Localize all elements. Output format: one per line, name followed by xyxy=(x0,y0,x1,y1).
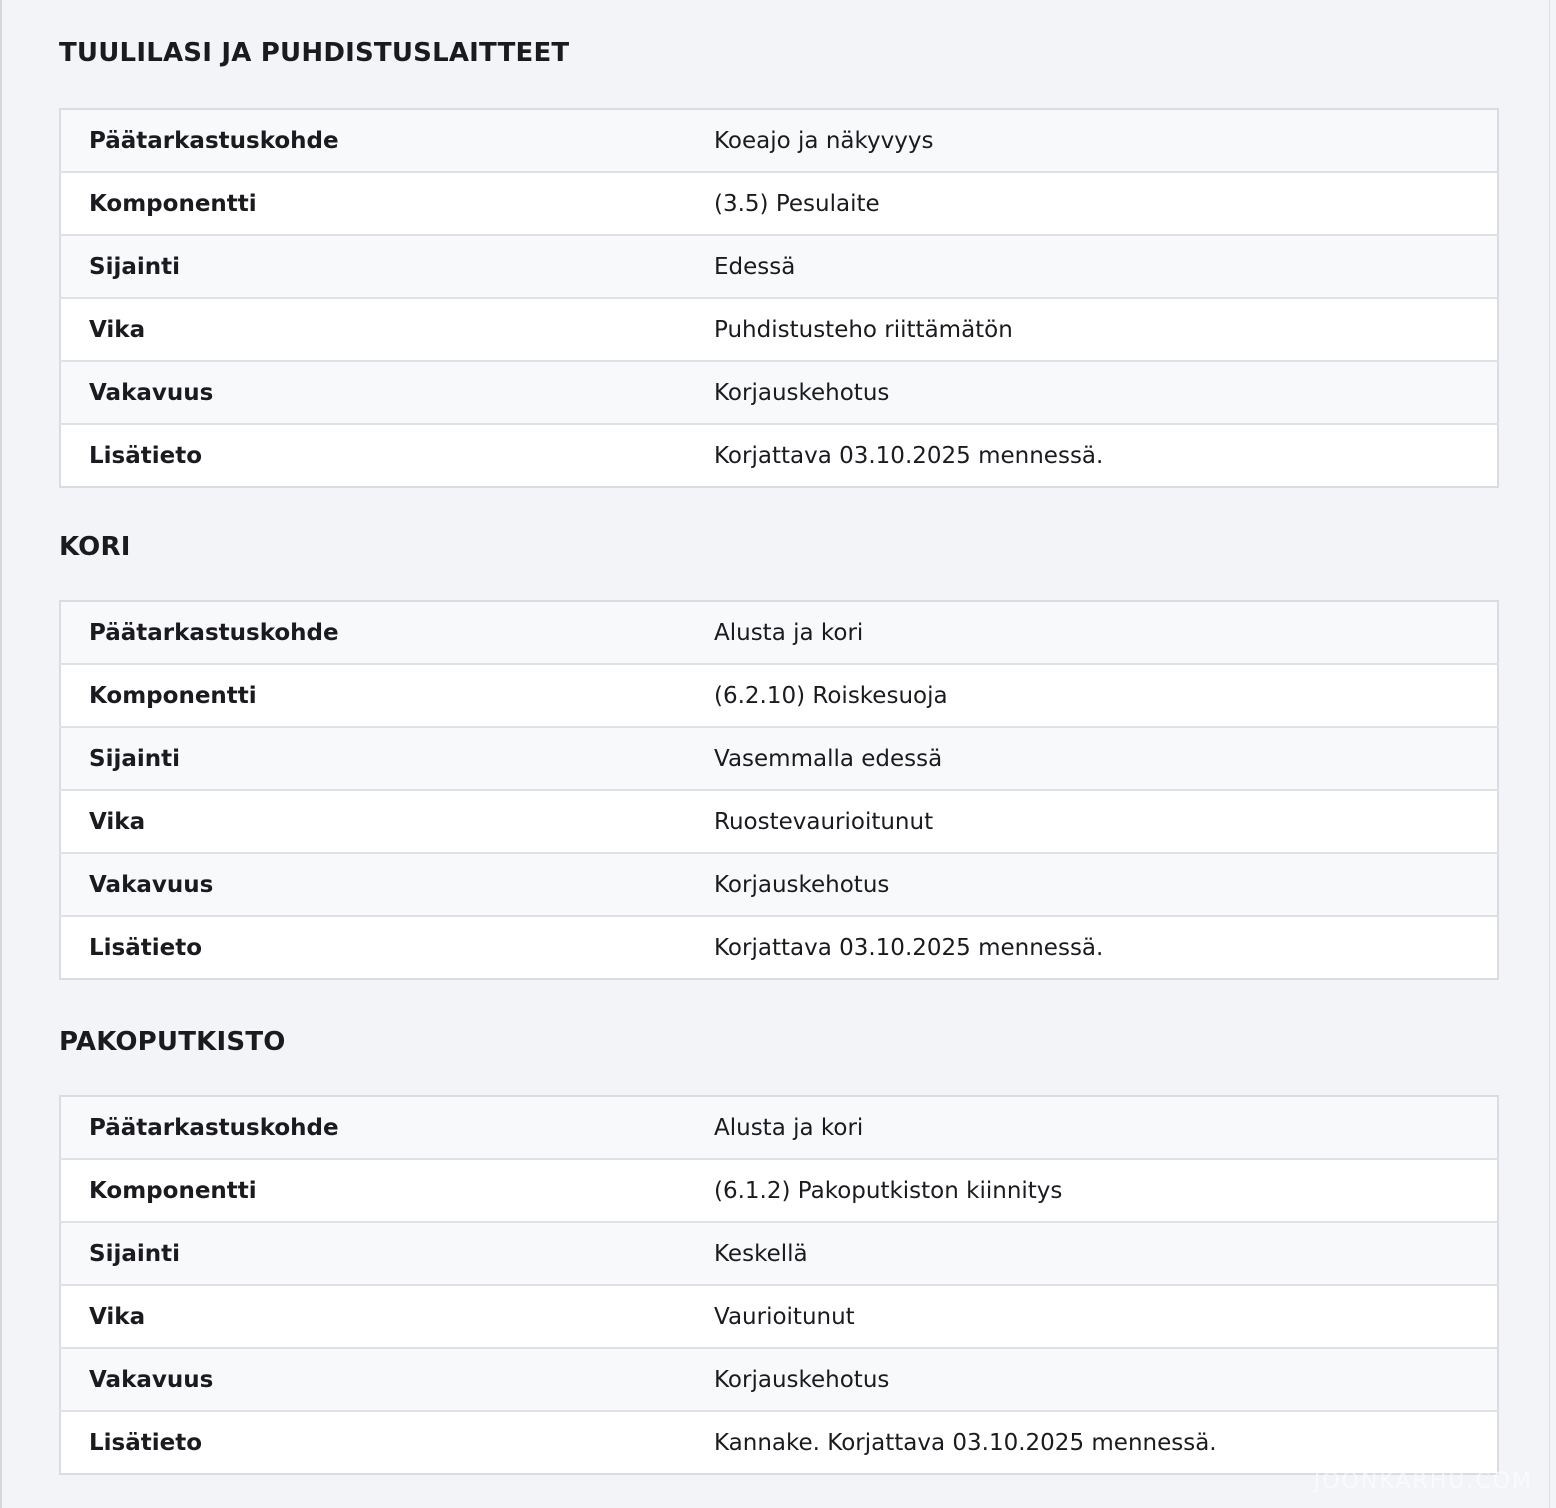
row-label: Komponentti xyxy=(60,172,685,235)
row-value: (6.1.2) Pakoputkiston kiinnitys xyxy=(685,1159,1498,1222)
table-row xyxy=(60,172,1498,235)
row-value: (3.5) Pesulaite xyxy=(685,172,1498,235)
row-value: Alusta ja kori xyxy=(685,601,1498,664)
row-label: Vakavuus xyxy=(60,853,685,916)
row-value: Alusta ja kori xyxy=(685,1096,1498,1159)
row-value: Korjattava 03.10.2025 mennessä. xyxy=(685,424,1498,487)
table-row xyxy=(60,109,1498,172)
table-row xyxy=(60,298,1498,361)
table-row xyxy=(60,664,1498,727)
table-row xyxy=(60,790,1498,853)
row-value: Ruostevaurioitunut xyxy=(685,790,1498,853)
row-label: Komponentti xyxy=(60,664,685,727)
section-title: PAKOPUTKISTO xyxy=(59,1027,286,1057)
row-label: Lisätieto xyxy=(60,1411,685,1474)
row-label: Vika xyxy=(60,1285,685,1348)
defect-table xyxy=(59,1095,1499,1475)
table-row xyxy=(60,727,1498,790)
defect-table xyxy=(59,600,1499,980)
row-label: Päätarkastuskohde xyxy=(60,1096,685,1159)
section-title: KORI xyxy=(59,532,131,562)
row-value: Vaurioitunut xyxy=(685,1285,1498,1348)
table-row xyxy=(60,1159,1498,1222)
row-label: Vika xyxy=(60,298,685,361)
table-row xyxy=(60,1348,1498,1411)
row-value: Korjauskehotus xyxy=(685,853,1498,916)
table-row xyxy=(60,235,1498,298)
watermark: JOONKARHU.COM xyxy=(1313,1469,1533,1494)
row-value: Korjattava 03.10.2025 mennessä. xyxy=(685,916,1498,979)
row-label: Sijainti xyxy=(60,727,685,790)
row-label: Päätarkastuskohde xyxy=(60,109,685,172)
row-value: (6.2.10) Roiskesuoja xyxy=(685,664,1498,727)
table-row xyxy=(60,424,1498,487)
table-row xyxy=(60,1096,1498,1159)
row-value: Kannake. Korjattava 03.10.2025 mennessä. xyxy=(685,1411,1498,1474)
table-row xyxy=(60,1285,1498,1348)
row-label: Komponentti xyxy=(60,1159,685,1222)
row-label: Vakavuus xyxy=(60,1348,685,1411)
row-label: Päätarkastuskohde xyxy=(60,601,685,664)
row-value: Korjauskehotus xyxy=(685,1348,1498,1411)
row-value: Puhdistusteho riittämätön xyxy=(685,298,1498,361)
row-label: Lisätieto xyxy=(60,424,685,487)
row-label: Lisätieto xyxy=(60,916,685,979)
section-body xyxy=(59,494,1497,980)
row-value: Koeajo ja näkyvyys xyxy=(685,109,1498,172)
section-exhaust xyxy=(59,989,1497,1475)
row-value: Edessä xyxy=(685,235,1498,298)
table-row xyxy=(60,916,1498,979)
table-row xyxy=(60,601,1498,664)
table-row xyxy=(60,361,1498,424)
row-label: Vika xyxy=(60,790,685,853)
defect-table xyxy=(59,108,1499,488)
row-label: Vakavuus xyxy=(60,361,685,424)
section-windshield xyxy=(59,0,1497,488)
row-value: Keskellä xyxy=(685,1222,1498,1285)
table-row xyxy=(60,1411,1498,1474)
row-value: Vasemmalla edessä xyxy=(685,727,1498,790)
table-row xyxy=(60,853,1498,916)
section-title: TUULILASI JA PUHDISTUSLAITTEET xyxy=(59,38,570,68)
row-label: Sijainti xyxy=(60,235,685,298)
row-value: Korjauskehotus xyxy=(685,361,1498,424)
table-row xyxy=(60,1222,1498,1285)
row-label: Sijainti xyxy=(60,1222,685,1285)
